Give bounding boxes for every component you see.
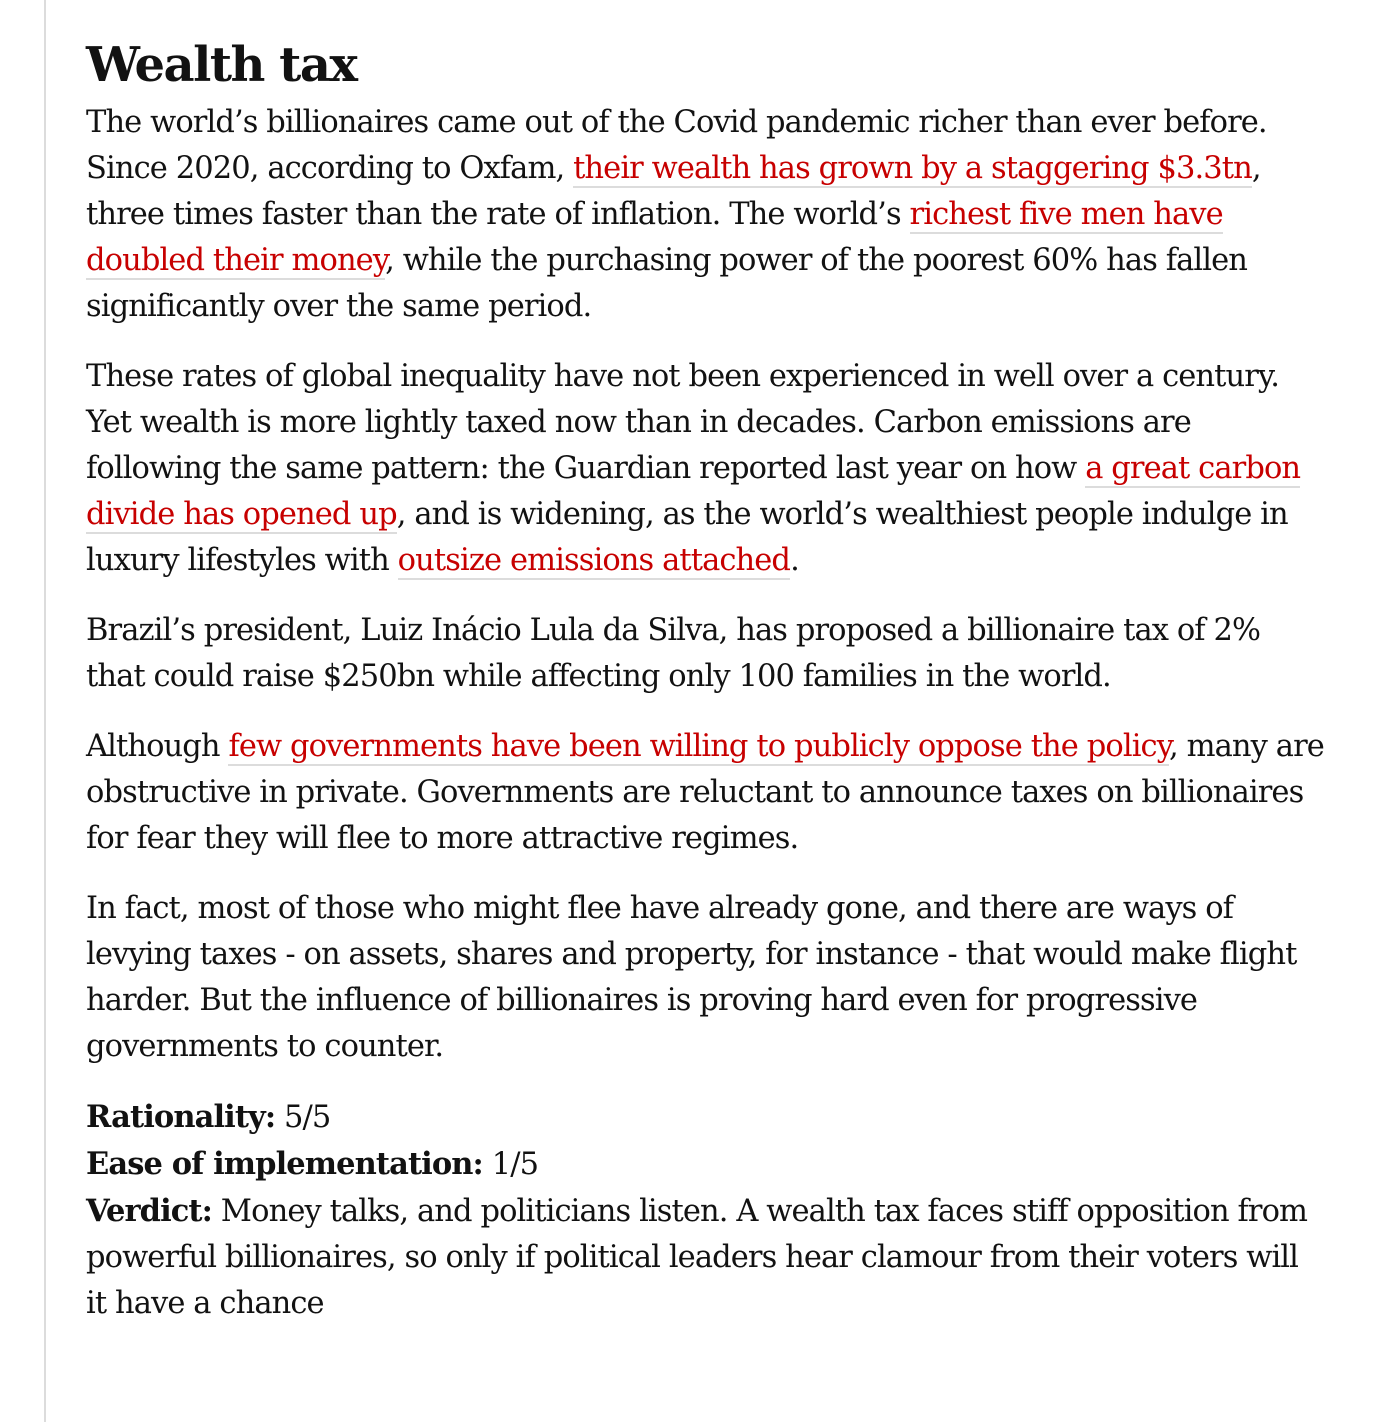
- paragraph-text: These rates of global inequality have not been experienced in well over a century. Yet wealth is more lightly taxed now than in decades. Carbon emissions are following the same pattern: the Guardian reported last year on how: [86, 359, 1279, 486]
- link-billionaire-wealth-growth[interactable]: their wealth has grown by a staggering $3.3tn: [573, 151, 1252, 186]
- paragraph-text: The world’s billionaires came out of the Covid pandemic richer than ever before. Since 2020, according to Oxfam,: [86, 105, 1267, 186]
- link-outsize-emissions[interactable]: outsize emissions attached: [397, 543, 791, 578]
- paragraph-text: Although: [86, 729, 229, 764]
- section-heading: Wealth tax: [86, 37, 357, 93]
- paragraph-1: [86, 100, 1326, 330]
- article-section: [86, 30, 1326, 1327]
- paragraph-text: , and is widening, as the world’s wealthiest people indulge in luxury lifestyles with: [86, 497, 1288, 578]
- paragraph-3: Brazil’s president, Luiz Inácio Lula da Silva, has proposed a billionaire tax of 2% that could raise $250bn while affecting only 100 families in the world.: [86, 613, 1261, 694]
- link-carbon-divide[interactable]: a great carbon divide has opened up: [86, 451, 1301, 532]
- ratings-block: [86, 1094, 1326, 1327]
- verdict-label: Verdict:: [86, 1193, 212, 1229]
- link-richest-five-men[interactable]: richest five men have doubled their money: [86, 197, 1223, 278]
- rating-value: 5/5: [284, 1100, 331, 1135]
- verdict-text: Money talks, and politicians listen. A wealth tax faces stiff opposition from powerful billionaires, so only if political leaders hear clamour from their voters will it have a chance: [86, 1194, 1308, 1321]
- paragraph-text: , while the purchasing power of the poorest 60% has fallen significantly over the same period.: [86, 243, 1248, 324]
- left-divider: [44, 0, 46, 1422]
- paragraph-text: .: [790, 543, 799, 578]
- paragraph-text: , many are obstructive in private. Governments are reluctant to announce taxes on billionaires for fear they will flee to more attractive regimes.: [86, 729, 1324, 856]
- paragraph-text: , three times faster than the rate of inflation. The world’s: [86, 151, 1261, 232]
- paragraph-4: [86, 724, 1326, 862]
- rating-rationality: [86, 1094, 1326, 1141]
- link-governments-oppose-policy[interactable]: few governments have been willing to publicly oppose the policy: [228, 729, 1170, 764]
- rating-value: 1/5: [491, 1147, 539, 1182]
- rating-label: Ease of implementation:: [86, 1146, 483, 1182]
- rating-label: Rationality:: [86, 1099, 276, 1135]
- rating-ease-of-implementation: [86, 1141, 1326, 1188]
- paragraph-2: [86, 354, 1326, 584]
- verdict: [86, 1188, 1326, 1327]
- paragraph-5: In fact, most of those who might flee have already gone, and there are ways of levying taxes - on assets, shares and property, for instance - that would make flight harder. But the influence of billionaires is proving hard even for progressive governments to counter.: [86, 891, 1297, 1064]
